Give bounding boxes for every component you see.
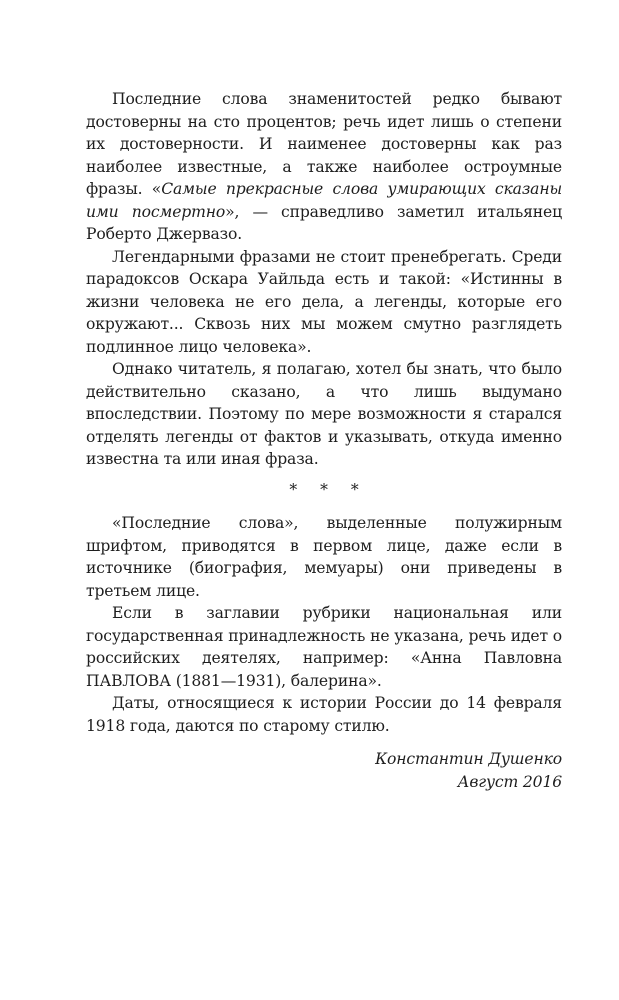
section-separator: * * * xyxy=(289,480,368,499)
text-run: Легендарными фразами не стоит пренебрегать. Среди парадоксов Оскара Уайльда есть и такой: «Истинны в жизни человека не его дела, а легенды, которые его окружают... Сквозь них мы можем смутно разглядеть подлинное лицо человека». xyxy=(86,247,562,356)
page-body xyxy=(86,88,562,793)
signature-date: Август 2016 xyxy=(457,772,562,791)
intro-paragraph-3 xyxy=(86,358,562,471)
text-run: Однако читатель, я полагаю, хотел бы знать, что было действительно сказано, а что лишь выдумано впоследствии. Поэтому по мере возможности я старался отделять легенды от фактов и указывать, откуда именно известна та или иная фраза. xyxy=(86,360,562,468)
text-run: Последние слова знаменитостей редко бывают достоверны на сто процентов; речь идет лишь о степени их достоверности. И наименее достоверны как раз наиболее известные, а также наиболее остроумные фразы. « xyxy=(86,90,562,198)
italic-quote: Самые прекрасные слова умирающих сказаны ими посмертно xyxy=(86,180,563,221)
note-paragraph-3: Даты, относящиеся к истории России до 14 февраля 1918 года, даются по старому стилю. xyxy=(86,694,562,735)
note-paragraph-1: «Последние слова», выделенные полужирным шрифтом, приводятся в первом лице, даже если в источнике (биография, мемуары) они приведены в третьем лице. xyxy=(86,514,562,600)
text-run: », — справедливо заметил итальянец Роберто Джервазо. xyxy=(86,202,562,243)
note-paragraph-2: Если в заглавии рубрики национальная или государственная принадлежность не указана, речь идет о российских деятелях, например: «Анна Павловна ПАВЛОВА (1881—1931), балерина». xyxy=(86,604,562,690)
intro-paragraph-2 xyxy=(86,246,562,359)
signature-block xyxy=(86,748,562,793)
intro-paragraph-1 xyxy=(86,88,562,246)
signature-author: Константин Душенко xyxy=(375,750,562,768)
